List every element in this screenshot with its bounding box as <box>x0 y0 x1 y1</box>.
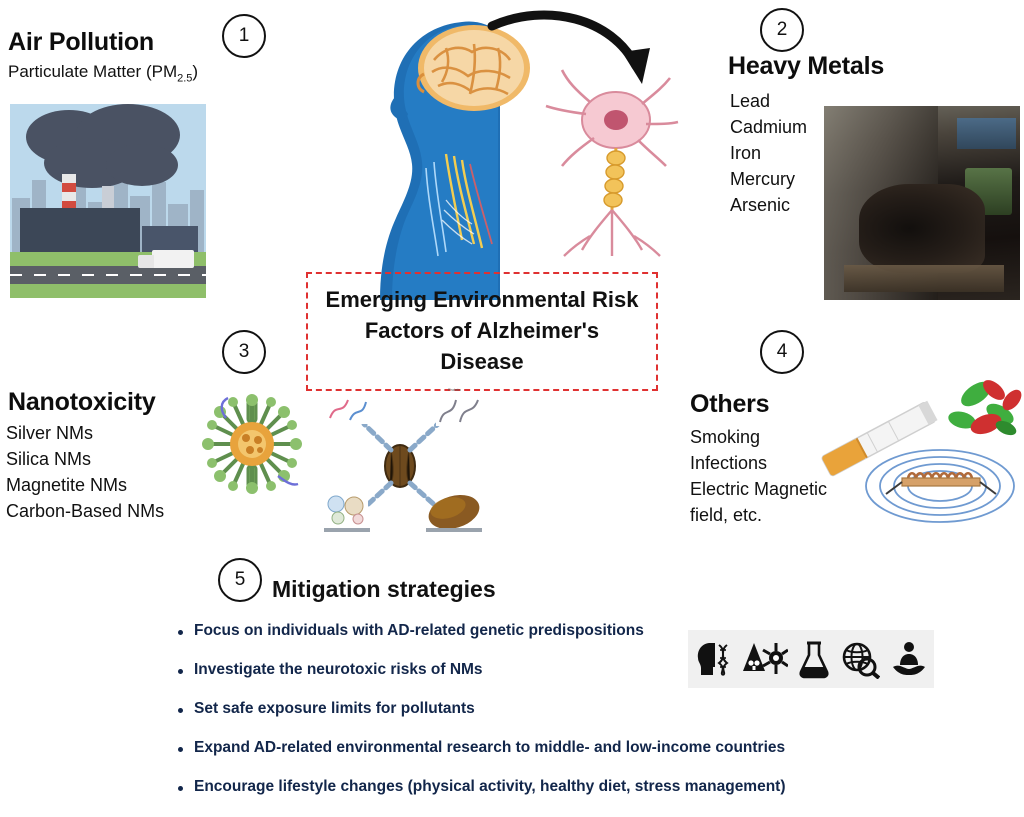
bullet-dot <box>178 630 183 635</box>
svg-text:Protein: Protein <box>448 388 461 392</box>
nanoparticle-aggregate-thumb <box>425 489 484 534</box>
cell-microscopy-thumb <box>324 492 368 524</box>
bullet-dot <box>178 786 183 791</box>
list-item: field, etc. <box>690 505 763 525</box>
badge-number: 5 <box>218 558 262 602</box>
road <box>10 266 206 284</box>
list-item <box>178 700 878 718</box>
center-dashed-label <box>306 272 658 391</box>
list-item: Lead <box>730 91 771 111</box>
list-item: Mercury <box>730 169 796 189</box>
center-label-line-2: Factors of Alzheimer's Disease <box>364 318 600 374</box>
others-illustration <box>790 368 1024 553</box>
list-item: Carbon-Based NMs <box>6 501 165 521</box>
section-1-title: Air Pollution <box>8 28 154 56</box>
list-item: Arsenic <box>730 195 791 215</box>
section-2-badge <box>760 8 804 52</box>
list-item: Iron <box>730 143 762 163</box>
section-3-title: Nanotoxicity <box>8 388 156 416</box>
air-pollution-illustration <box>10 104 206 298</box>
protein-ribbon-thumb <box>436 388 484 426</box>
list-item-label: Encourage lifestyle changes (physical activity, healthy diet, stress management) <box>194 778 786 795</box>
burnt-e-waste-site-icon <box>824 106 1020 300</box>
section-1-subtitle-subscript: 2.5 <box>177 72 193 85</box>
badge-number: 4 <box>760 330 804 374</box>
electromagnetic-coil-icon <box>866 450 1014 522</box>
list-item: Cadmium <box>730 117 808 137</box>
globe-search-icon <box>840 639 880 679</box>
list-item-label: Focus on individuals with AD-related genetic predispositions <box>194 622 644 639</box>
list-item: Silver NMs <box>6 423 94 443</box>
badge-number: 1 <box>222 14 266 58</box>
truck-icon <box>152 250 194 268</box>
neuron-icon <box>546 70 678 256</box>
cigarette-bacteria-emf-coil-icon <box>790 368 1024 548</box>
nanoparticle-corona-and-assay-panel-icon <box>186 388 486 558</box>
nanotoxicity-illustration <box>186 388 486 563</box>
assay-panel-diagram <box>324 388 484 535</box>
bacteria-cluster-icon <box>946 376 1024 438</box>
section-4-title: Others <box>690 390 770 418</box>
bullet-dot <box>178 708 183 713</box>
center-label-line-1: Emerging Environmental Risk <box>325 287 639 312</box>
section-3-badge <box>222 330 266 374</box>
list-item: Electric Magnetic <box>690 479 828 499</box>
biohazard-skull-icon <box>742 639 788 679</box>
section-1-subtitle-suffix: ) <box>192 62 199 81</box>
flask-icon <box>797 639 831 679</box>
person-meditating-icon <box>889 639 929 679</box>
human-head-brain-to-neuron-diagram <box>350 4 680 304</box>
coal-power-plant-smoke-icon <box>10 104 206 298</box>
badge-number: 2 <box>760 8 804 52</box>
section-2-title: Heavy Metals <box>728 52 885 80</box>
list-item-label: Investigate the neurotoxic risks of NMs <box>194 661 483 678</box>
heavy-metals-photo <box>824 106 1020 300</box>
head-dna-icon <box>693 639 733 679</box>
list-item <box>178 739 878 757</box>
center-graphic <box>350 4 680 309</box>
section-1-subtitle-prefix: Particulate Matter (PM <box>8 62 178 81</box>
list-item: Silica NMs <box>6 449 92 469</box>
list-item-label: Set safe exposure limits for pollutants <box>194 700 475 717</box>
protein-corona-nanoparticle <box>202 394 302 494</box>
section-1-subtitle <box>8 62 198 84</box>
bullet-dot <box>178 669 183 674</box>
list-item <box>178 778 878 796</box>
section-1-badge <box>222 14 266 58</box>
section-5-title: Mitigation strategies <box>272 576 496 602</box>
list-item: Infections <box>690 453 768 473</box>
badge-number: 3 <box>222 330 266 374</box>
section-3-item-list <box>6 420 164 524</box>
brain-icon <box>418 25 530 111</box>
list-item: Magnetite NMs <box>6 475 128 495</box>
bullet-dot <box>178 747 183 752</box>
section-2-item-list <box>730 88 807 218</box>
protein-structure-thumb <box>326 394 368 424</box>
section-5-badge <box>218 558 262 602</box>
list-item: Smoking <box>690 427 761 447</box>
list-item-label: Expand AD-related environmental research to middle- and low-income countries <box>194 739 786 756</box>
mitigation-icon-strip <box>688 630 934 688</box>
